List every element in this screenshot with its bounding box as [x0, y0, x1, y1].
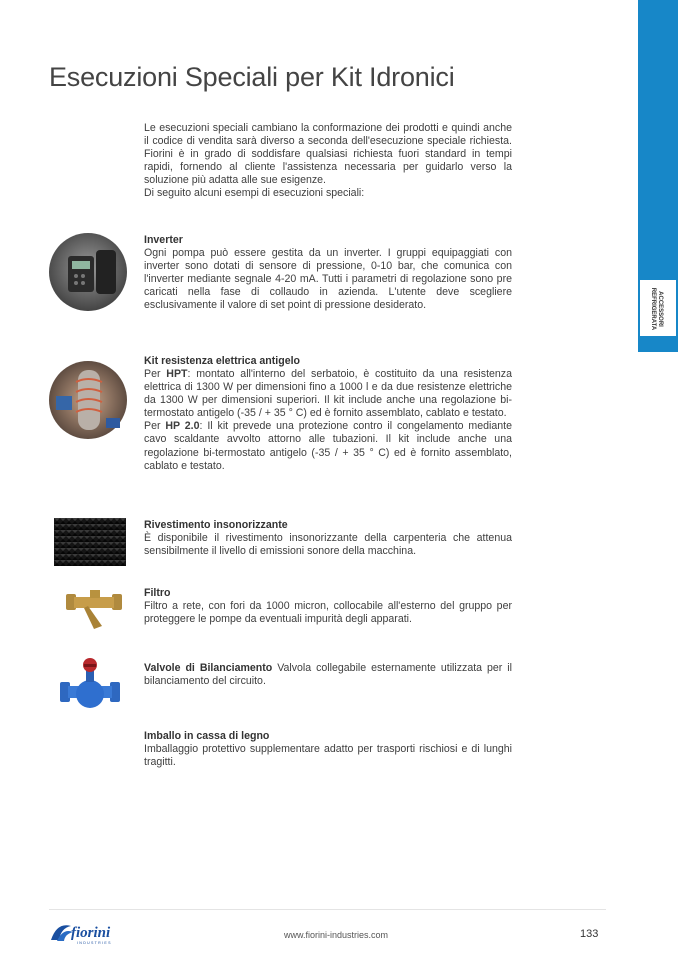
footer-divider	[49, 909, 606, 910]
side-tab-line-2: REFRIGERATA	[650, 287, 656, 331]
insulation-panel-image	[54, 518, 126, 566]
page-title: Esecuzioni Speciali per Kit Idronici	[49, 62, 455, 92]
item-valves-desc: Valvola collegabile esternamente utilizzata per il bilanciamento del circuito.	[144, 662, 512, 688]
footer-website: www.fiorini-industries.com	[284, 930, 389, 940]
antifreeze-kit-image	[48, 360, 128, 440]
balancing-valve-image	[60, 656, 120, 712]
intro-lead: Di seguito alcuni esempi di esecuzioni speciali:	[144, 187, 365, 200]
item-valves-title: Valvole di Bilanciamento	[144, 662, 273, 674]
item-inverter-text: Ogni pompa può essere gestita da un inverter. I gruppi equipaggiati con inverter sono dotati di sensore di pressione, 0-10 bar, che comunica con l'inverter mediante segnale 4-20 mA. Tutti i parametri di regolazione sono pre caricati nella fase di collaudo in azienda. L'utente deve scegliere esclusivamente il valore di set point di pressione desiderato.	[144, 247, 512, 312]
page-number: 133	[580, 928, 599, 940]
intro-paragraph: Le esecuzioni speciali cambiano la conformazione dei prodotti e quindi anche il codice di vendita sarà diverso a seconda dell'esecuzione speciale richiesta. Fiorini è in grado di soddisfare qualsiasi richiesta fuori standard in tempi rapidi, fornendo al cliente l'assistenza necessaria per guidarlo verso la soluzione più adatta alle sue esigenze.	[144, 122, 512, 187]
intro-section	[144, 122, 512, 201]
item-antifreeze-p2	[144, 420, 512, 472]
item-insulation-text: È disponibile il rivestimento insonorizzante della carpenteria che attenua sensibilmente il livello di emissioni sonore della macchina.	[144, 532, 512, 558]
side-tab-line-1: ACCESSORI	[657, 291, 663, 327]
side-tab-text	[649, 281, 663, 337]
p2-model: HP 2.0	[165, 420, 200, 433]
item-insulation	[144, 519, 512, 558]
p1-model: HPT	[166, 368, 188, 380]
p1-text: : montato all'interno del serbatoio, è costituito da una resistenza elettrica di 1300 W per dimensioni fino a 1000 l e da due resistenze elettriche da 1300 W per dimensioni superiori. Il kit include anche una regolazione bi-termostato antigelo (-35 / + 35 ° C) ed è fornito assemblato, cablato e testato.	[144, 368, 512, 420]
item-inverter	[144, 234, 512, 312]
p1-prefix: Per	[144, 368, 167, 380]
logo-subtext: INDUSTRIES	[77, 941, 112, 945]
filter-image	[66, 588, 122, 630]
item-crate	[144, 730, 512, 769]
inverter-image	[48, 232, 128, 312]
item-filter	[144, 587, 512, 626]
item-antifreeze	[144, 355, 512, 473]
p2-text: : Il kit prevede una protezione contro il congelamento mediante cavo scaldante avvolto attorno alle tubazioni. Il kit include anche una regolazione bi-termostato antigelo (-35 / + 35 ° C) ed è fornito assemblato, cablato e testato.	[144, 420, 512, 472]
item-filter-title: Filtro	[144, 587, 171, 599]
p2-prefix: Per	[144, 420, 166, 433]
logo-wordmark: fiorini	[71, 925, 111, 941]
item-antifreeze-p1	[144, 368, 512, 420]
item-crate-text: Imballaggio protettivo supplementare adatto per trasporti rischiosi e di lunghi tragitti.	[144, 743, 512, 769]
item-valves	[144, 662, 512, 688]
item-antifreeze-title: Kit resistenza elettrica antigelo	[144, 355, 301, 367]
item-valves-text	[144, 662, 512, 688]
fiorini-logo	[49, 920, 129, 946]
item-filter-text: Filtro a rete, con fori da 1000 micron, collocabile all'esterno del gruppo per proteggere le pompe da eventuali impurità degli apparati.	[144, 600, 512, 626]
item-insulation-title: Rivestimento insonorizzante	[144, 519, 288, 531]
item-inverter-title: Inverter	[144, 234, 183, 246]
item-crate-title: Imballo in cassa di legno	[144, 730, 270, 742]
